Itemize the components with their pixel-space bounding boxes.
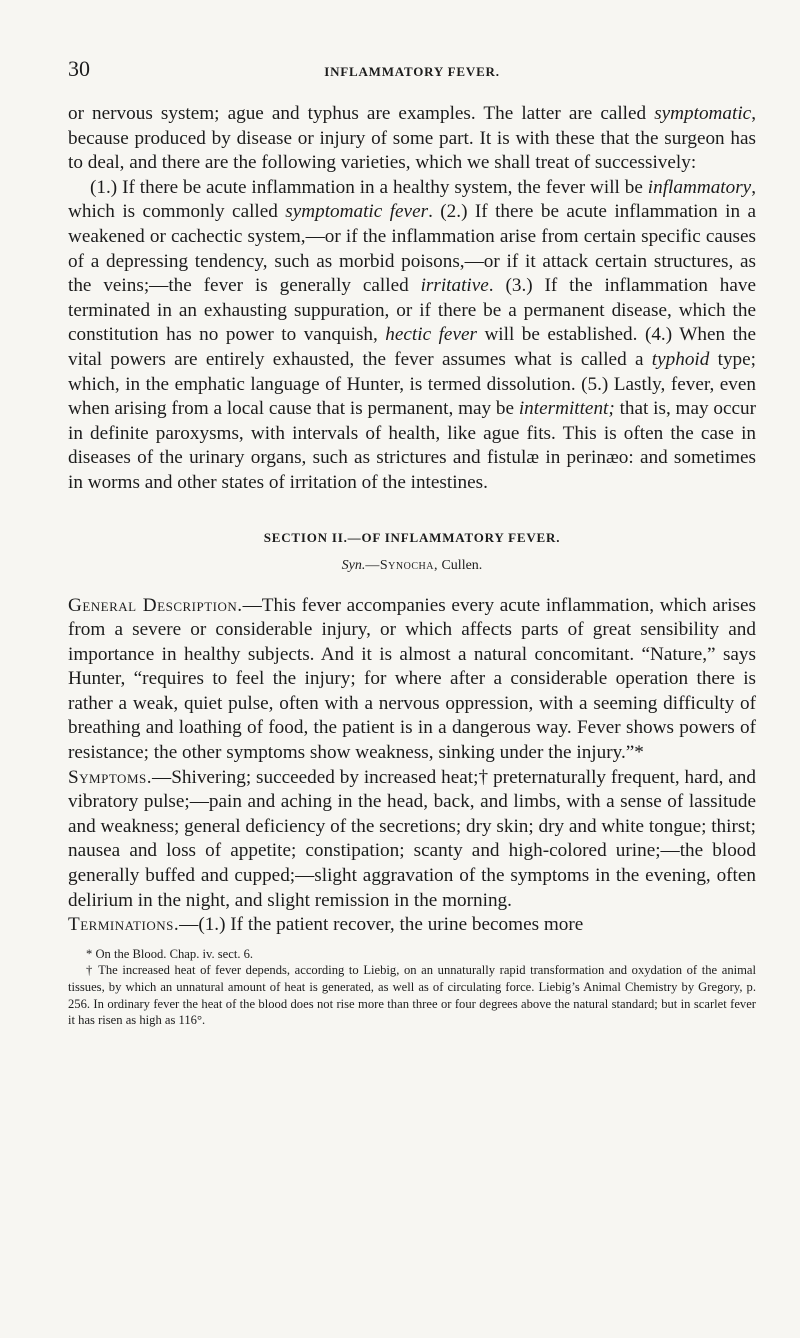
- symptoms-paragraph: Symptoms.—Shivering; succeeded by increased heat;† preternaturally frequent, hard, and vibratory pulse;—pain and aching in the head, back, and limbs, with a sense of lassitude and weakness; general deficiency of the secretions; dry skin; dry and white tongue; thirst; nausea and loss of appetite; constipation; scanty and high-colored urine;—the blood generally buffed and cupped;—slight aggravation of the symptoms in the evening, often delirium in the night, and slight remission in the morning.: [68, 766, 756, 911]
- page-number: 30: [68, 56, 90, 81]
- symptoms-lead: Symptoms.: [68, 766, 153, 788]
- general-description-paragraph: General Description.—This fever accompanies every acute inflammation, which arises from a severe or considerable injury, or which affects parts of great sensibility and importance in healthy subjects. And it is almost a natural concomitant. “Nature,” says Hunter, “requires to feel the injury; for where after a considerable operation there is rather a weak, quiet pulse, often with a nervous oppression, with a seeming difficulty of breathing and loathing of food, the patient is in a dangerous way. Fever shows powers of resistance; the other symptoms show weakness, sinking under the injury.”*: [68, 594, 756, 764]
- intro-paragraph: or nervous system; ague and typhus are examples. The latter are called symptomatic, because produced by disease or injury of some part. It is with these that the surgeon has to deal, and there are the following varieties, which we shall treat of successively:: [68, 103, 756, 174]
- section-heading: SECTION II.—OF INFLAMMATORY FEVER.: [263, 529, 561, 545]
- footnotes: [68, 946, 756, 1029]
- page-header: [68, 56, 756, 86]
- general-description-lead: General Description.: [68, 594, 243, 616]
- terminations-lead: Terminations.: [68, 914, 180, 936]
- varieties-paragraph: (1.) If there be acute inflammation in a healthy system, the fever will be inflammatory, which is commonly called symptomatic fever. (2.) If there be acute inflammation in a weakened or cachectic system,—or if the inflammation arise from certain specific causes of a depressing tendency, such as morbid poisons,—or if it attack certain structures, as the veins;—the fever is generally called irritative. (3.) If the inflammation have terminated in an exhausting suppuration, or if there be a permanent disease, which the constitution has no power to vanquish, hectic fever will be established. (4.) When the vital powers are entirely exhausted, the fever assumes what is called a typhoid type; which, in the emphatic language of Hunter, is termed dissolution. (5.) Lastly, fever, even when arising from a local cause that is permanent, may be intermittent; that is, may occur in definite paroxysms, with intervals of health, like ague fits. This is often the case in diseases of the urinary organs, such as strictures and fistulæ in perinæo: and sometimes in worms and other states of irritation of the intestines.: [68, 176, 757, 493]
- running-head: INFLAMMATORY FEVER.: [324, 64, 500, 79]
- terminations-paragraph: Terminations.—(1.) If the patient recover, the urine becomes more: [68, 914, 584, 936]
- footnote-2: † The increased heat of fever depends, according to Liebig, on an unnaturally rapid transformation and oxydation of the animal tissues, by which an unnatural amount of heat is generated, as well as of circulating force. Liebig’s Animal Chemistry by Gregory, p. 256. In ordinary fever the heat of the blood does not rise more than three or four degrees above the natural standard; but in scarlet fever it has risen as high as 116°.: [68, 963, 756, 1028]
- footnote-1: * On the Blood. Chap. iv. sect. 6.: [86, 946, 254, 961]
- book-page: [68, 56, 756, 1029]
- synonym-line: Syn.—Synocha, Cullen.: [341, 557, 483, 573]
